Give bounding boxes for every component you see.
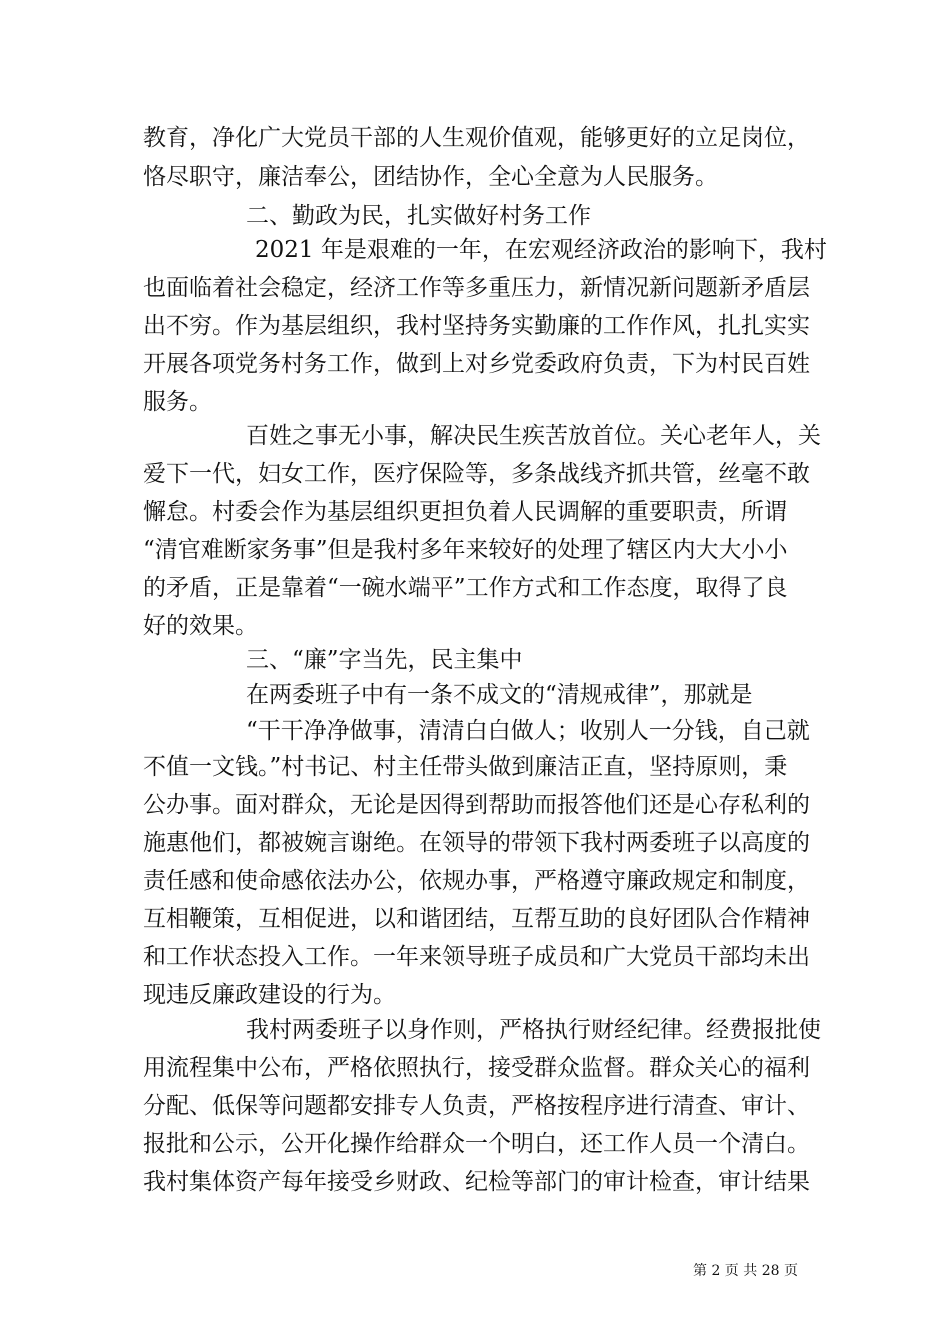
text-line: 出不穷。作为基层组织，我村坚持务实勤廉的工作作风，扎扎实实 xyxy=(143,313,810,339)
text-line: 和工作状态投入工作。一年来领导班子成员和广大党员干部均未出 xyxy=(143,944,810,970)
text-line: 现违反廉政建设的行为。 xyxy=(143,982,396,1008)
text-line: 也面临着社会稳定，经济工作等多重压力，新情况新问题新矛盾层 xyxy=(143,275,810,301)
text-line: “清官难断家务事”但是我村多年来较好的处理了辖区内大大小小 xyxy=(143,537,788,563)
text-line: 的矛盾，正是靠着“一碗水端平”工作方式和工作态度，取得了良 xyxy=(143,575,788,601)
text-line: 恪尽职守，廉洁奉公，团结协作，全心全意为人民服务。 xyxy=(143,164,718,190)
text-line: 好的效果。 xyxy=(143,613,258,639)
text-line: 教育，净化广大党员干部的人生观价值观，能够更好的立足岗位， xyxy=(143,125,810,151)
section-heading: 三、“廉”字当先，民主集中 xyxy=(246,647,523,673)
text-line: 我村两委班子以身作则，严格执行财经纪律。经费报批使 xyxy=(246,1017,821,1043)
text-line: 2021 年是艰难的一年，在宏观经济政治的影响下，我村 xyxy=(255,237,827,263)
text-line: “干干净净做事，清清白白做人；收别人一分钱，自己就 xyxy=(246,718,810,744)
text-line: 百姓之事无小事，解决民生疾苦放首位。关心老年人，关 xyxy=(246,423,821,449)
page-number-footer: 第 2 页 共 28 页 xyxy=(693,1263,798,1279)
text-line: 公办事。面对群众，无论是因得到帮助而报答他们还是心存私利的 xyxy=(143,792,810,818)
text-line: 不值一文钱。”村书记、村主任带头做到廉洁正直，坚持原则，秉 xyxy=(143,754,788,780)
text-line: 用流程集中公布，严格依照执行，接受群众监督。群众关心的福利 xyxy=(143,1055,810,1081)
text-line: 开展各项党务村务工作，做到上对乡党委政府负责，下为村民百姓 xyxy=(143,351,810,377)
text-line: 施惠他们，都被婉言谢绝。在领导的带领下我村两委班子以高度的 xyxy=(143,830,810,856)
text-line: 懈怠。村委会作为基层组织更担负着人民调解的重要职责，所谓 xyxy=(143,499,787,525)
text-line: 互相鞭策，互相促进，以和谐团结，互帮互助的良好团队合作精神 xyxy=(143,906,810,932)
text-line: 分配、低保等问题都安排专人负责，严格按程序进行清查、审计、 xyxy=(143,1093,810,1119)
text-line: 我村集体资产每年接受乡财政、纪检等部门的审计检查，审计结果 xyxy=(143,1169,810,1195)
text-line: 责任感和使命感依法办公，依规办事，严格遵守廉政规定和制度， xyxy=(143,868,810,894)
text-line: 爱下一代，妇女工作，医疗保险等，多条战线齐抓共管，丝毫不敢 xyxy=(143,461,810,487)
text-line: 在两委班子中有一条不成文的“清规戒律”，那就是 xyxy=(246,682,753,708)
section-heading: 二、勤政为民，扎实做好村务工作 xyxy=(246,203,591,229)
text-line: 报批和公示，公开化操作给群众一个明白，还工作人员一个清白。 xyxy=(143,1131,810,1157)
text-line: 服务。 xyxy=(143,389,212,415)
